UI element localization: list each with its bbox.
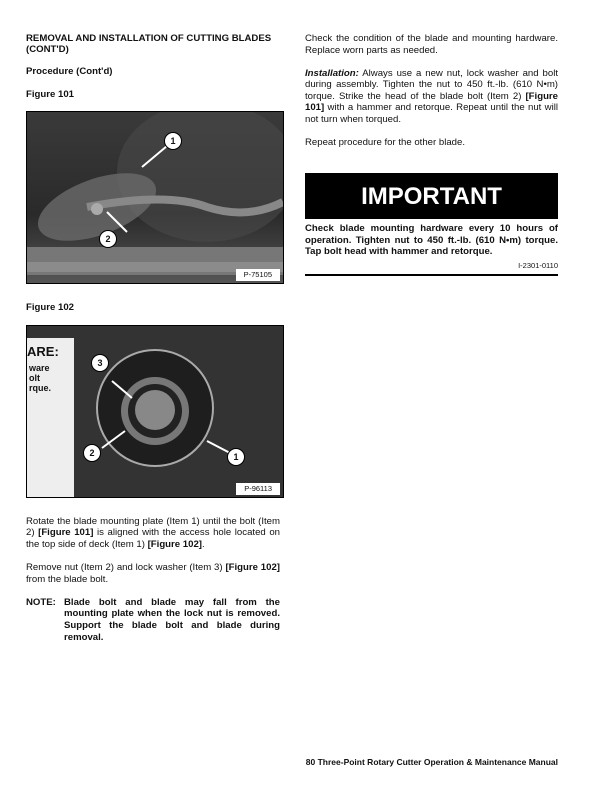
svg-text:olt: olt	[29, 372, 40, 383]
check-paragraph: Check the condition of the blade and mounting hardware. Replace worn parts as needed.	[305, 33, 558, 56]
subheading: Procedure (Cont'd)	[26, 66, 113, 77]
callout-3: 3	[91, 354, 109, 372]
important-text: Check blade mounting hardware every 10 hours of operation. Tighten nut to 450 ft.-lb. (610 N•m) torque. Tap bolt head with hammer and retorque.	[305, 223, 558, 258]
remove-paragraph: Remove nut (Item 2) and lock washer (Item 3) [Figure 102] from the blade bolt.	[26, 562, 280, 585]
page-footer: 80 Three-Point Rotary Cutter Operation & Maintenance Manual	[305, 757, 558, 767]
left-column	[26, 33, 280, 643]
important-code: I-2301-0110	[305, 260, 558, 276]
photo-id: P-96113	[236, 483, 280, 495]
figure-101-title: Figure 101	[26, 88, 74, 100]
installation-paragraph: Installation: Always use a new nut, lock washer and bolt during assembly. Tighten the nut to 450 ft.-lb. (610 N•m) torque. Strike the head of the blade bolt (Item 2) [Figure 101] with a hammer and retorque. Repeat until the nut will not turn when torqued.	[305, 67, 558, 126]
callout-2: 2	[83, 444, 101, 462]
section-heading: REMOVAL AND INSTALLATION OF CUTTING BLADES (CONT'D)	[26, 33, 272, 55]
svg-text:rque.: rque.	[29, 382, 52, 393]
svg-text:ARE:: ARE:	[27, 343, 59, 359]
note: NOTE: Blade bolt and blade may fall from the mounting plate when the lock nut is removed. Support the blade bolt and blade during removal.	[26, 596, 280, 643]
rotate-paragraph: Rotate the blade mounting plate (Item 1) until the bolt (Item 2) [Figure 101] is aligned with the access hole located on the top side of deck (Item 1) [Figure 102].	[26, 515, 280, 550]
callout-1: 1	[164, 132, 182, 150]
photo-id: P-75105	[236, 269, 280, 281]
important-banner: IMPORTANT	[305, 173, 558, 219]
svg-text:ware: ware	[29, 362, 50, 373]
callout-1: 1	[227, 448, 245, 466]
callout-2: 2	[99, 230, 117, 248]
repeat-paragraph: Repeat procedure for the other blade.	[305, 137, 466, 149]
figure-101-photo	[26, 111, 284, 284]
figure-102-title: Figure 102	[26, 302, 74, 314]
figure-102-photo	[26, 325, 284, 498]
right-column	[305, 33, 558, 276]
